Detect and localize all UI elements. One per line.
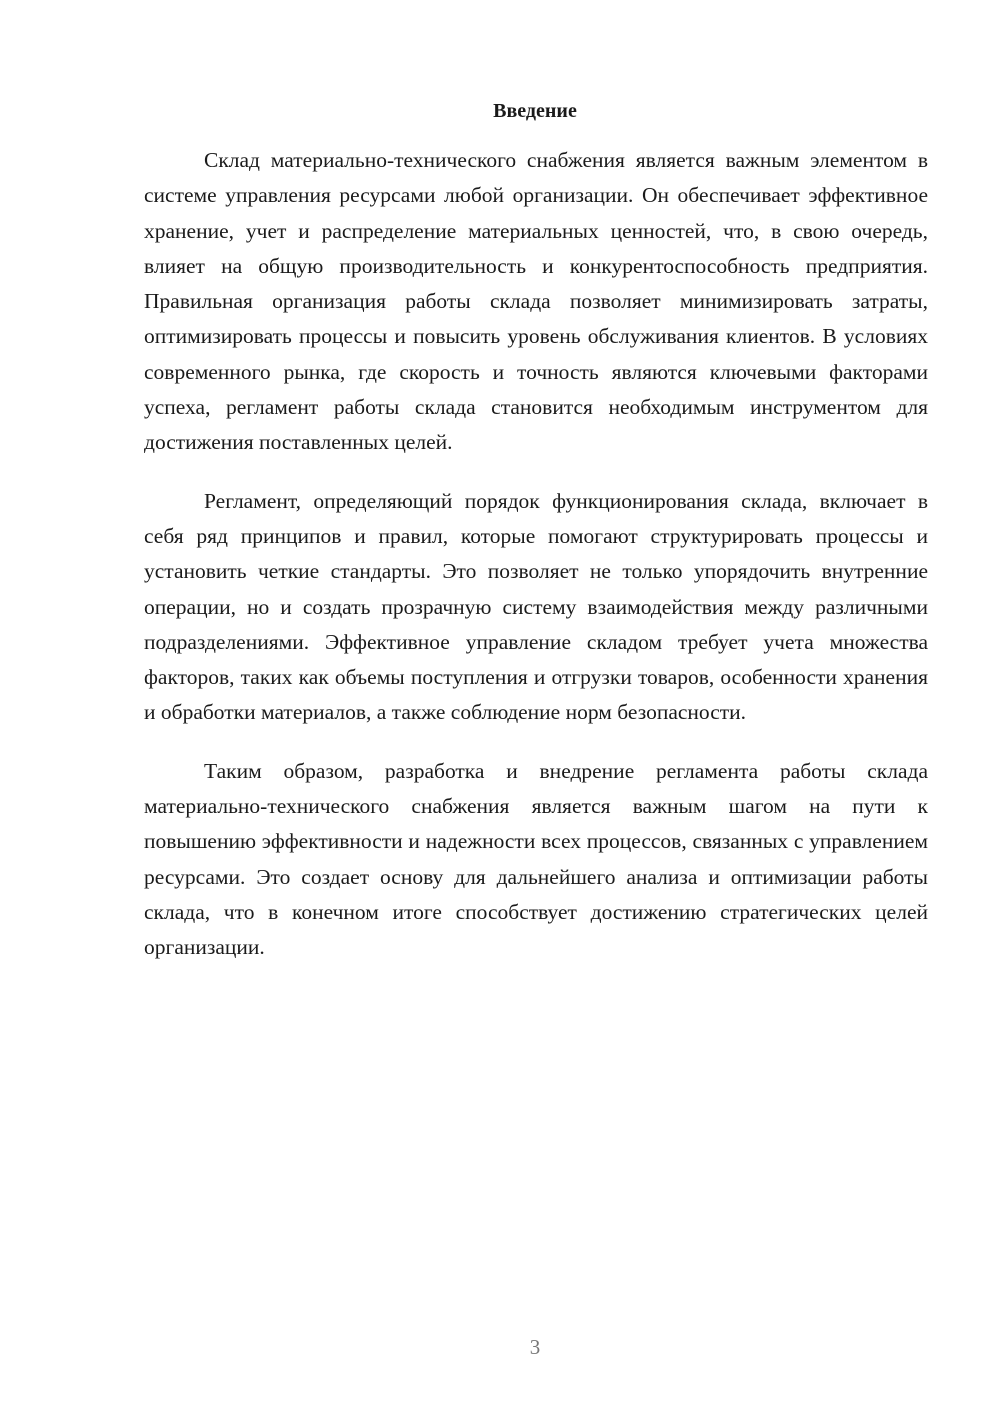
paragraph-1: Склад материально-технического снабжения является важным элементом в системе управления ресурсами любой организации. Он обеспечивает эффективное хранение, учет и распределение материальных ценностей, что, в свою очередь, влияет на общую производительность и конкурентоспособность предприятия. Правильная организация работы склада позволяет минимизировать затраты, оптимизировать процессы и повысить уровень обслуживания клиентов. В условиях современного рынка, где скорость и точность являются ключевыми факторами успеха, регламент работы склада становится необходимым инструментом для достижения поставленных целей. bbox=[144, 148, 928, 455]
section-heading: Введение bbox=[493, 100, 577, 122]
paragraph-3: Таким образом, разработка и внедрение регламента работы склада материально-технического снабжения является важным шагом на пути к повышению эффективности и надежности всех процессов, связанных с управлением ресурсами. Это создает основу для дальнейшего анализа и оптимизации работы склада, что в конечном итоге способствует достижению стратегических целей организации. bbox=[144, 758, 928, 960]
page-number: 3 bbox=[529, 1335, 541, 1359]
body-text bbox=[144, 143, 928, 989]
paragraph-2: Регламент, определяющий порядок функционирования склада, включает в себя ряд принципов и правил, которые помогают структурировать процессы и установить четкие стандарты. Это позволяет не только упорядочить внутренние операции, но и создать прозрачную систему взаимодействия между различными подразделениями. Эффективное управление складом требует учета множества факторов, таких как объемы поступления и отгрузки товаров, особенности хранения и обработки материалов, а также соблюдение норм безопасности. bbox=[144, 488, 928, 725]
